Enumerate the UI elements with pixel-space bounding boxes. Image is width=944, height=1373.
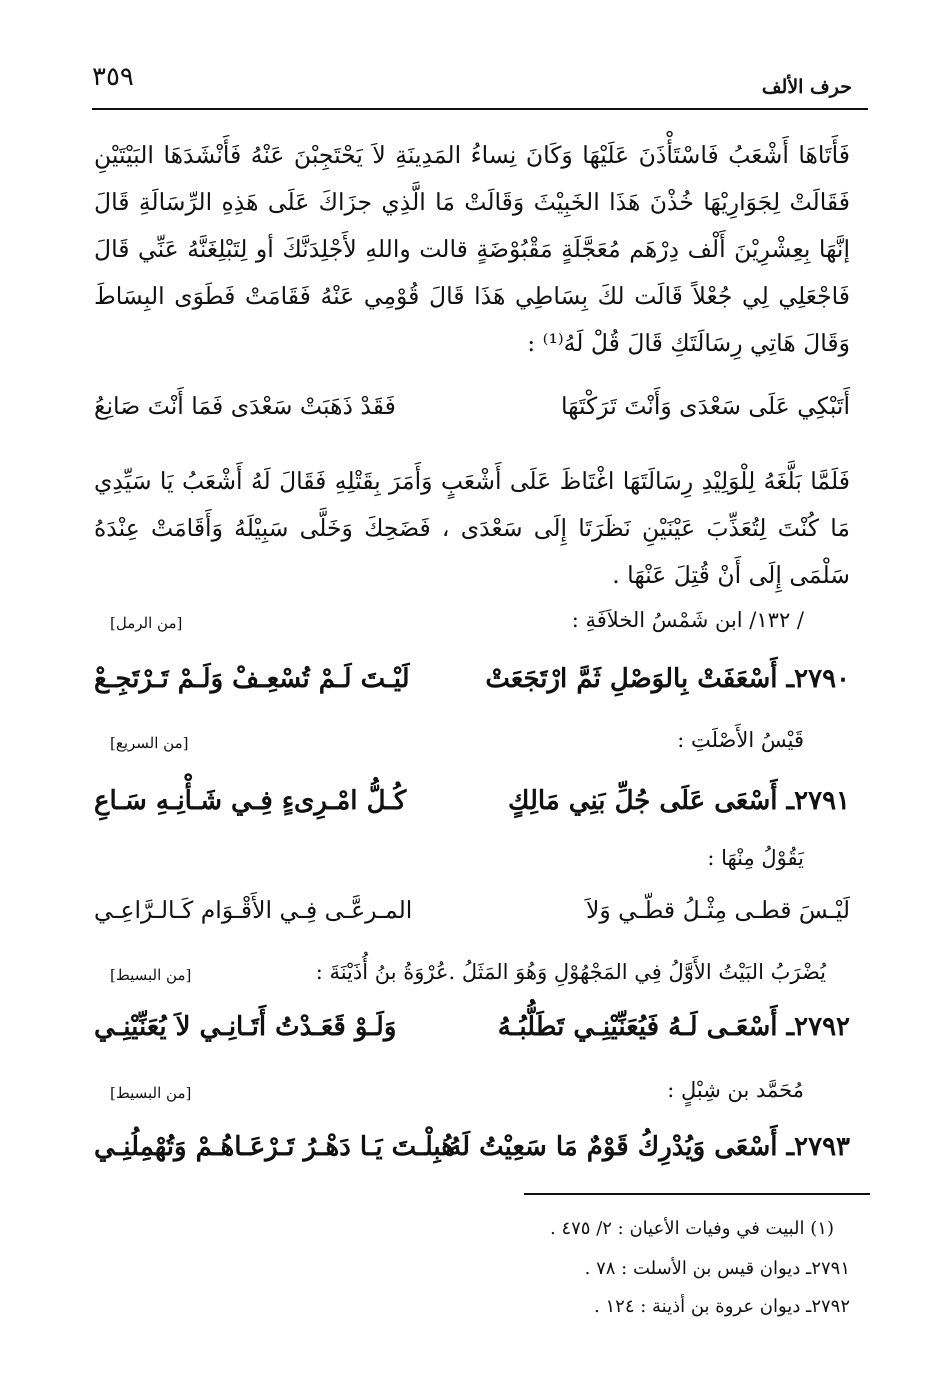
- poet-name: / ١٣٢/ ابن شَمْسُ الخلاَفَةِ :: [571, 608, 804, 632]
- verse-2790: [94, 664, 850, 710]
- verse-first-hemistich: لَيْـسَ قطـى مِثْـلُ قطّـي وَلاَ: [585, 896, 850, 924]
- verse-second-hemistich: فَقَدْ ذَهَبَتْ سَعْدَى فَمَا أَنْتَ صَانِعُ: [94, 392, 396, 420]
- page-number: ٣٥٩: [92, 62, 134, 92]
- verse-2793: [94, 1132, 850, 1178]
- verse-first-hemistich: ٢٧٩٢ـ أَسْعَـى لَـهُ فَيُعَنِّيْنِـي تَطَلُّبُـهُ: [497, 1012, 850, 1042]
- verse-second-hemistich: كُـلُّ امْـرِىءٍ فِـي شَـأْنِـهِ سَـاعِ: [94, 786, 407, 816]
- verse-second-hemistich: لَيْـتَ لَـمْ تُسْعِـفْ وَلَـمْ تَـرْتَجِـعْ: [94, 664, 410, 694]
- poet-name: قَيْسُ الأَصْلَتِ :: [677, 728, 804, 752]
- footnote-divider: [524, 1193, 870, 1195]
- meter-label: [ من البسيط ]: [110, 1084, 191, 1102]
- footnote: ٢٧٩١ـ ديوان قيس بن الأسلت : ٧٨ .: [584, 1258, 850, 1279]
- verse-second-hemistich: المـرعَّـى فِـي الأَقْـوَام كَـالـرَّاعِـي: [94, 896, 413, 924]
- footnote: ٢٧٩٢ـ ديوان عروة بن أذينة : ١٢٤ .: [594, 1296, 850, 1317]
- verse-first-hemistich: ٢٧٩١ـ أَسْعَى عَلَى جُلِّ بَنِي مَالِكٍ: [508, 786, 850, 816]
- footnote: (١) البيت في وفيات الأعيان : ٢/ ٤٧٥ .: [550, 1218, 834, 1239]
- verse-second-hemistich: هُبِلْـتَ يَـا دَهْـرُ تَـرْعَـاهُـمْ وَتُهْمِلُنِـي: [94, 1132, 455, 1162]
- meter-label: [ من الرمل ]: [110, 614, 182, 632]
- chapter-title: حرف الألف: [761, 76, 852, 98]
- poet-name: مُحَمَّد بن شِبْلٍ :: [667, 1078, 804, 1102]
- verse-line: [94, 392, 850, 438]
- verse-second-hemistich: وَلَـوْ قَعَـدْتُ أَتَـانِـي لاَ يُعَنِّيْنِـي: [94, 1012, 397, 1042]
- verse-2791: [94, 786, 850, 832]
- meter-label: [ من البسيط ]: [110, 966, 191, 984]
- verse-first-hemistich: أَتَبْكِي عَلَى سَعْدَى وَأَنْتَ تَرَكْتَهَا: [560, 392, 850, 420]
- prose-paragraph: فَأَتَاهَا أَشْعَبُ فَاسْتَأْذَنَ عَلَيْهَا وَكَانَ نِساءُ المَدِينَةِ لاَ يَحْتَجِبْنَ عَنْهُ فَأَنْشَدَهَا البَيْتَيْنِ فَقَالَتْ لِجَوَارِيْهَا خُذْنَ هَذَا الخَبِيْثَ وَقَالَتْ مَا الَّذِي جزَاكَ عَلَى هَذِهِ الرِّسَالَةِ قَالَ إنَّهَا بِعِشْرِيْنَ أَلْف دِرْهَم مُعَجَّلَةٍ مَقْبُوْضَةٍ قالت واللهِ لأَجْلِدَنَّكَ أو لِتَبْلِغَنَّهُ عَنِّي قَالَ فَاجْعَلِي لِي جُعْلاً قَالَت لكَ بِسَاطِي هَذَا قَالَ قُوْمِي عَنْهُ فَقَامَتْ فَطَوَى البِسَاطَ وَقَالَ هَاتِي رِسَالَتَكِ قَالَ قُلْ لَهُ⁽¹⁾ :: [94, 141, 850, 357]
- prose-paragraph: فَلَمَّا بَلَّغَهُ لِلْوَلِيْدِ رِسَالَتَهَا اغْتَاظَ عَلَى أَشْعَبٍ وَأَمَرَ بِقَتْلِهِ فَقَالَ لَهُ أَشْعَبُ يَا سَيِّدِي مَا كُنْتَ لِتُعَذِّبَ عَيْنَيْنِ نَظَرَتَا إِلَى سَعْدَى ، فَضَحِكَ وَخَلَّى سَبِيْلَهُ وَأَقَامَتْ عِنْدَهُ سَلْمَى إِلَى أَنْ قُتِلَ عَنْهَا .: [94, 467, 850, 589]
- verse-first-hemistich: ٢٧٩٣ـ أَسْعَى وَيُدْرِكُ قَوْمٌ مَا سَعِيْتُ لَهُ: [448, 1132, 850, 1162]
- page-header: [92, 62, 852, 102]
- header-divider: [92, 108, 868, 110]
- meter-label: [ من السريع ]: [110, 734, 189, 752]
- verse-intro: يَقُوْلُ مِنْهَا :: [707, 846, 804, 870]
- verse-first-hemistich: ٢٧٩٠ـ أَسْعَفَتْ بِالوَصْلِ ثَمَّ ارْتَجَعَتْ: [485, 664, 850, 694]
- verse-2792: [94, 1012, 850, 1058]
- verse-line: [94, 896, 850, 942]
- verse-intro: يُضْرَبُ البَيْتُ الأَوَّلُ فِي المَجْهُوْلِ وَهُوَ المَثَلُ .عُرْوَةُ بنُ أُذَيْنَةَ :: [315, 960, 826, 984]
